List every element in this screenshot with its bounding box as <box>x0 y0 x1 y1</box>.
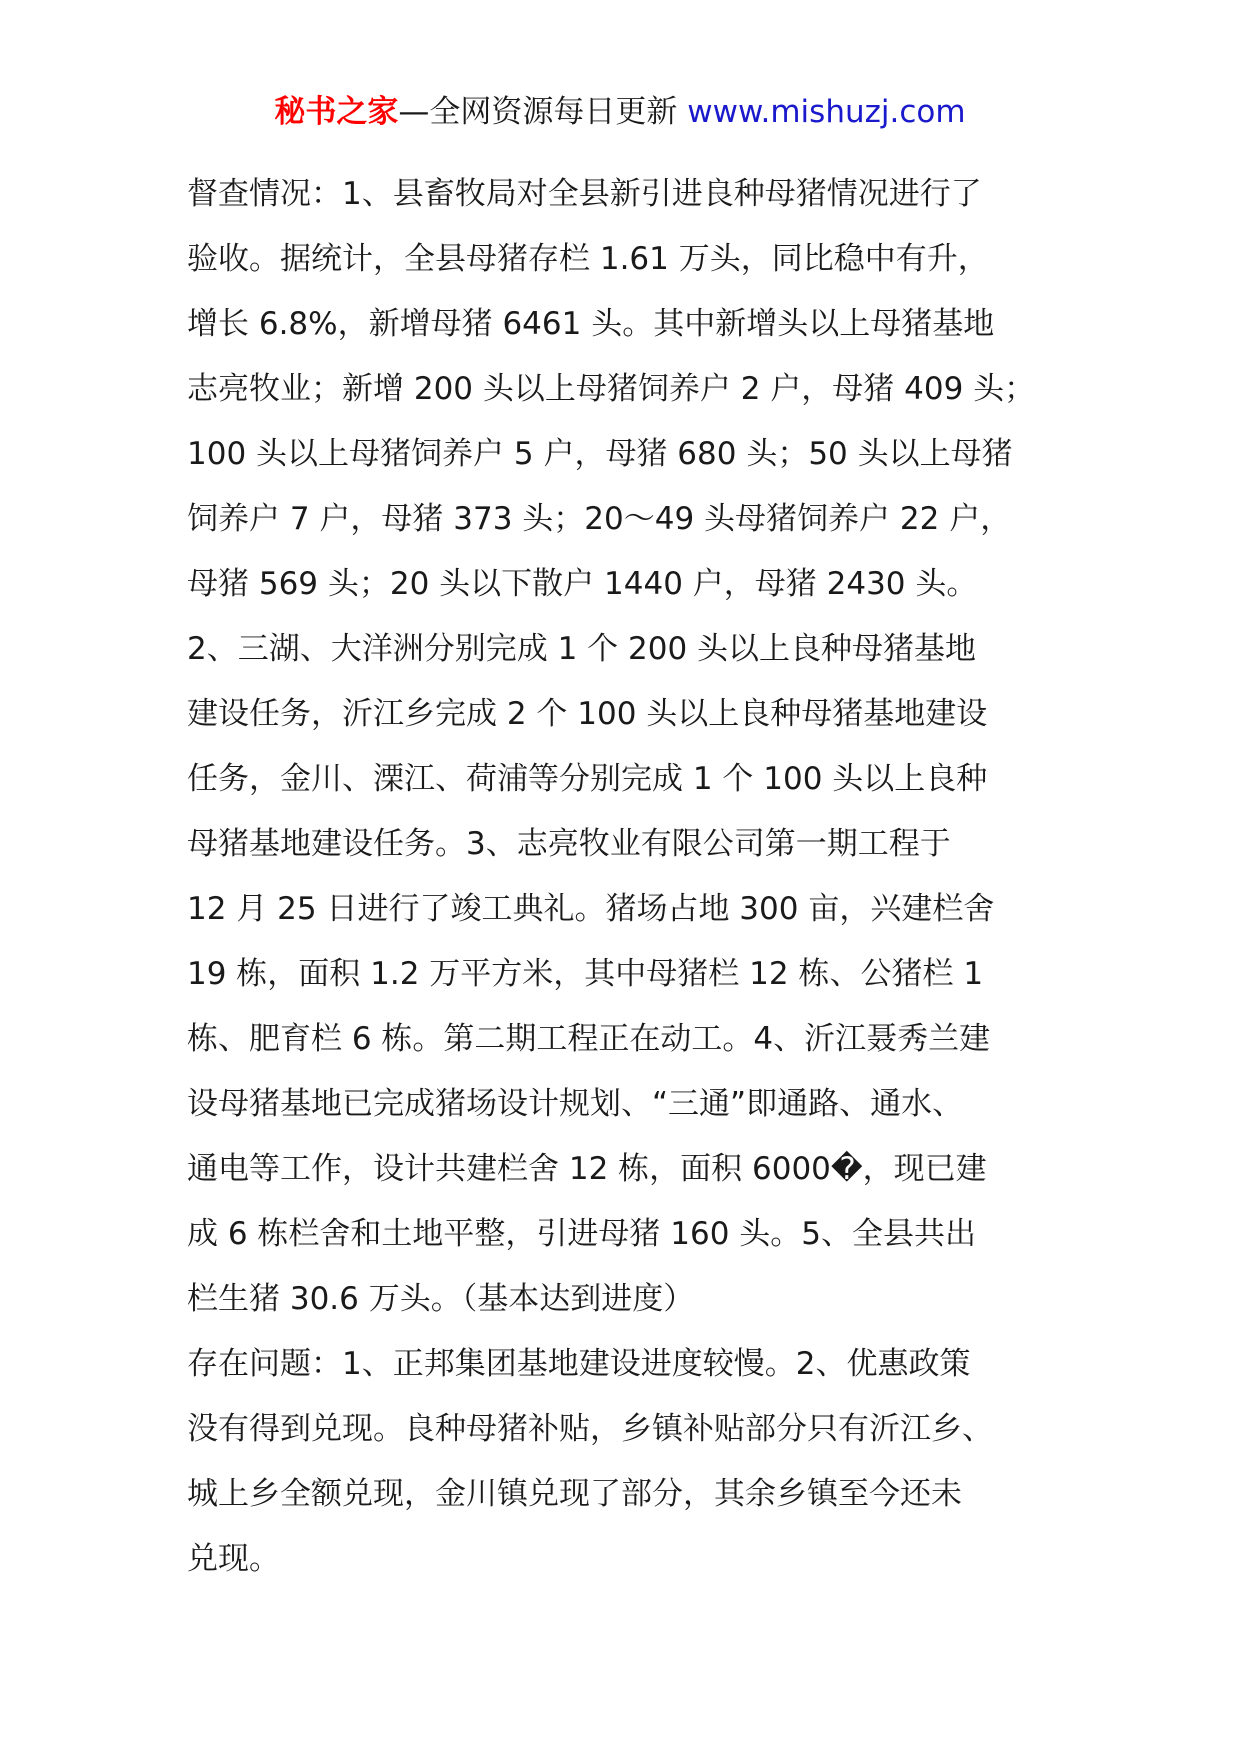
text-line: 成 6 栋栏舍和土地平整，引进母猪 160 头。5、全县共出 <box>187 1216 977 1252</box>
document-body <box>187 162 1087 1592</box>
text-line: 19 栋，面积 1.2 万平方米，其中母猪栏 12 栋、公猪栏 1 <box>187 956 984 992</box>
text-line: 建设任务，沂江乡完成 2 个 100 头以上良种母猪基地建设 <box>187 696 988 732</box>
site-header <box>0 92 1240 132</box>
text-line: 饲养户 7 户，母猪 373 头；20～49 头母猪饲养户 22 户， <box>187 501 1012 537</box>
site-url-link[interactable]: www.mishuzj.com <box>687 94 966 130</box>
text-line: 没有得到兑现。良种母猪补贴，乡镇补贴部分只有沂江乡、 <box>187 1411 993 1447</box>
text-line: 城上乡全额兑现，金川镇兑现了部分，其余乡镇至今还未 <box>187 1476 962 1512</box>
text-line: 验收。据统计，全县母猪存栏 1.61 万头，同比稳中有升， <box>187 241 989 277</box>
brand-name: 秘书之家 <box>274 94 399 130</box>
text-line: 兑现。 <box>187 1541 280 1577</box>
text-line: 志亮牧业；新增 200 头以上母猪饲养户 2 户，母猪 409 头； <box>187 371 1036 407</box>
header-tagline: —全网资源每日更新 <box>398 94 688 130</box>
text-line: 12 月 25 日进行了竣工典礼。猪场占地 300 亩，兴建栏舍 <box>187 891 995 927</box>
text-line: 任务，金川、溧江、荷浦等分别完成 1 个 100 头以上良种 <box>187 761 988 797</box>
text-line: 母猪基地建设任务。3、志亮牧业有限公司第一期工程于 <box>187 826 951 862</box>
text-line: 通电等工作，设计共建栏舍 12 栋，面积 6000�，现已建 <box>187 1151 987 1187</box>
text-line: 设母猪基地已完成猪场设计规划、“三通”即通路、通水、 <box>187 1086 964 1122</box>
text-line: 增长 6.8%，新增母猪 6461 头。其中新增头以上母猪基地 <box>187 306 995 342</box>
text-line: 100 头以上母猪饲养户 5 户，母猪 680 头；50 头以上母猪 <box>187 436 1013 472</box>
text-line: 2、三湖、大洋洲分别完成 1 个 200 头以上良种母猪基地 <box>187 631 977 667</box>
text-line: 存在问题：1、正邦集团基地建设进度较慢。2、优惠政策 <box>187 1346 971 1382</box>
text-line: 栋、肥育栏 6 栋。第二期工程正在动工。4、沂江聂秀兰建 <box>187 1021 991 1057</box>
text-line: 母猪 569 头；20 头以下散户 1440 户，母猪 2430 头。 <box>187 566 978 602</box>
text-line: 栏生猪 30.6 万头。（基本达到进度） <box>187 1281 695 1317</box>
text-line: 督查情况：1、县畜牧局对全县新引进良种母猪情况进行了 <box>187 176 982 212</box>
